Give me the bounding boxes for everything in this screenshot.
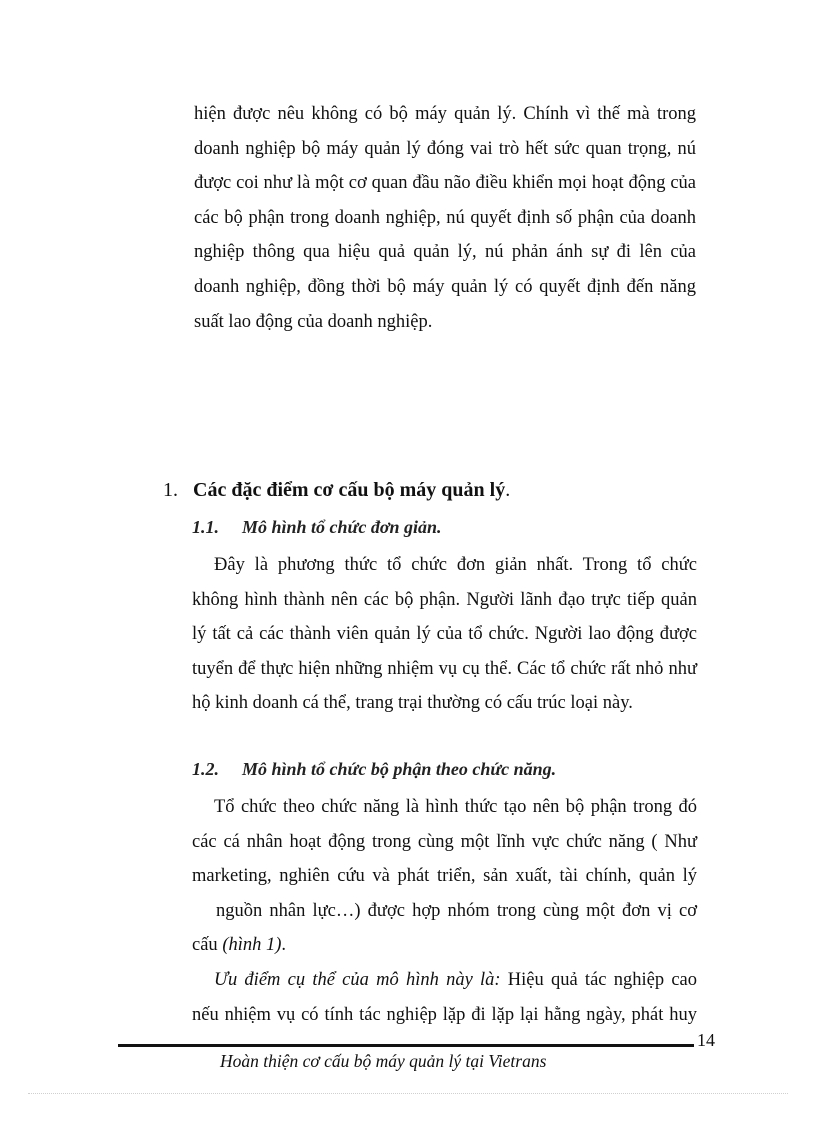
section-number: 1. (163, 479, 178, 501)
line-text: . (281, 935, 287, 956)
paragraph-line: Đây là phương thức tổ chức đơn giản nhất. Trong tổ chức (214, 555, 697, 575)
footer-rule (118, 1044, 694, 1047)
paragraph-line: hộ kinh doanh cá thể, trang trại thường có cấu trúc loại này. (192, 693, 633, 714)
page-number: 14 (697, 1030, 715, 1050)
paragraph-line: Tổ chức theo chức năng là hình thức tạo nên bộ phận trong đó (214, 797, 697, 817)
figure-reference: (hình 1) (222, 935, 282, 956)
paragraph-line: tuyển để thực hiện những nhiệm vụ cụ thể. Các tổ chức rất nhỏ như (192, 658, 697, 679)
intro-line: được coi như là một cơ quan đầu não điều khiển mọi hoạt động của (194, 173, 696, 194)
subsection-title: Mô hình tổ chức bộ phận theo chức năng. (242, 759, 557, 779)
advantage-text: Hiệu quả tác nghiệp cao (500, 969, 697, 990)
footer-title: Hoàn thiện cơ cấu bộ máy quản lý tại Vietrans (220, 1051, 547, 1071)
intro-line: doanh nghiệp, đồng thời bộ máy quản lý có quyết định đến năng (194, 276, 696, 297)
paragraph-line: không hình thành nên các bộ phận. Người lãnh đạo trực tiếp quản (192, 589, 697, 610)
page-bottom-dotted-border (28, 1093, 788, 1094)
paragraph-line: lý tất cả các thành viên quản lý của tổ chức. Người lao động được (192, 624, 697, 645)
intro-line: nghiệp thông qua hiệu quả quản lý, nú phản ánh sự đi lên của (194, 242, 696, 263)
subsection-title: Mô hình tổ chức đơn giản. (242, 517, 442, 537)
paragraph-line: các cá nhân hoạt động trong cùng một lĩnh vực chức năng ( Như (192, 831, 697, 852)
subsection-1-2-paragraph (192, 790, 697, 1032)
subsection-heading-1-2 (192, 759, 556, 780)
subsection-number: 1.2. (192, 759, 219, 779)
intro-line: hiện được nêu không có bộ máy quản lý. Chính vì thế mà trong (194, 104, 696, 124)
paragraph-line (192, 963, 697, 998)
subsection-heading-1-1 (192, 517, 442, 538)
intro-line: suất lao động của doanh nghiệp. (194, 311, 433, 332)
subsection-number: 1.1. (192, 517, 219, 537)
subsection-1-1-paragraph (192, 548, 697, 721)
intro-line: doanh nghiệp bộ máy quản lý đóng vai trò hết sức quan trọng, nú (194, 138, 696, 159)
paragraph-line: nếu nhiệm vụ có tính tác nghiệp lặp đi lặp lại hằng ngày, phát huy (192, 1004, 697, 1025)
advantage-label: Ưu điểm cụ thể của mô hình này là: (214, 969, 501, 990)
line-text: cấu (192, 935, 223, 956)
paragraph-line: nguồn nhân lực…) được hợp nhóm trong cùng một đơn vị cơ (216, 900, 697, 921)
section-title: Các đặc điểm cơ cấu bộ máy quản lý (193, 479, 506, 501)
intro-line: các bộ phận trong doanh nghiệp, nú quyết định số phận của doanh (194, 207, 696, 228)
intro-paragraph (194, 97, 696, 339)
section-heading (163, 479, 510, 502)
paragraph-line (192, 928, 697, 963)
section-title-period: . (505, 479, 511, 501)
paragraph-line: marketing, nghiên cứu và phát triển, sản xuất, tài chính, quản lý (192, 866, 697, 887)
